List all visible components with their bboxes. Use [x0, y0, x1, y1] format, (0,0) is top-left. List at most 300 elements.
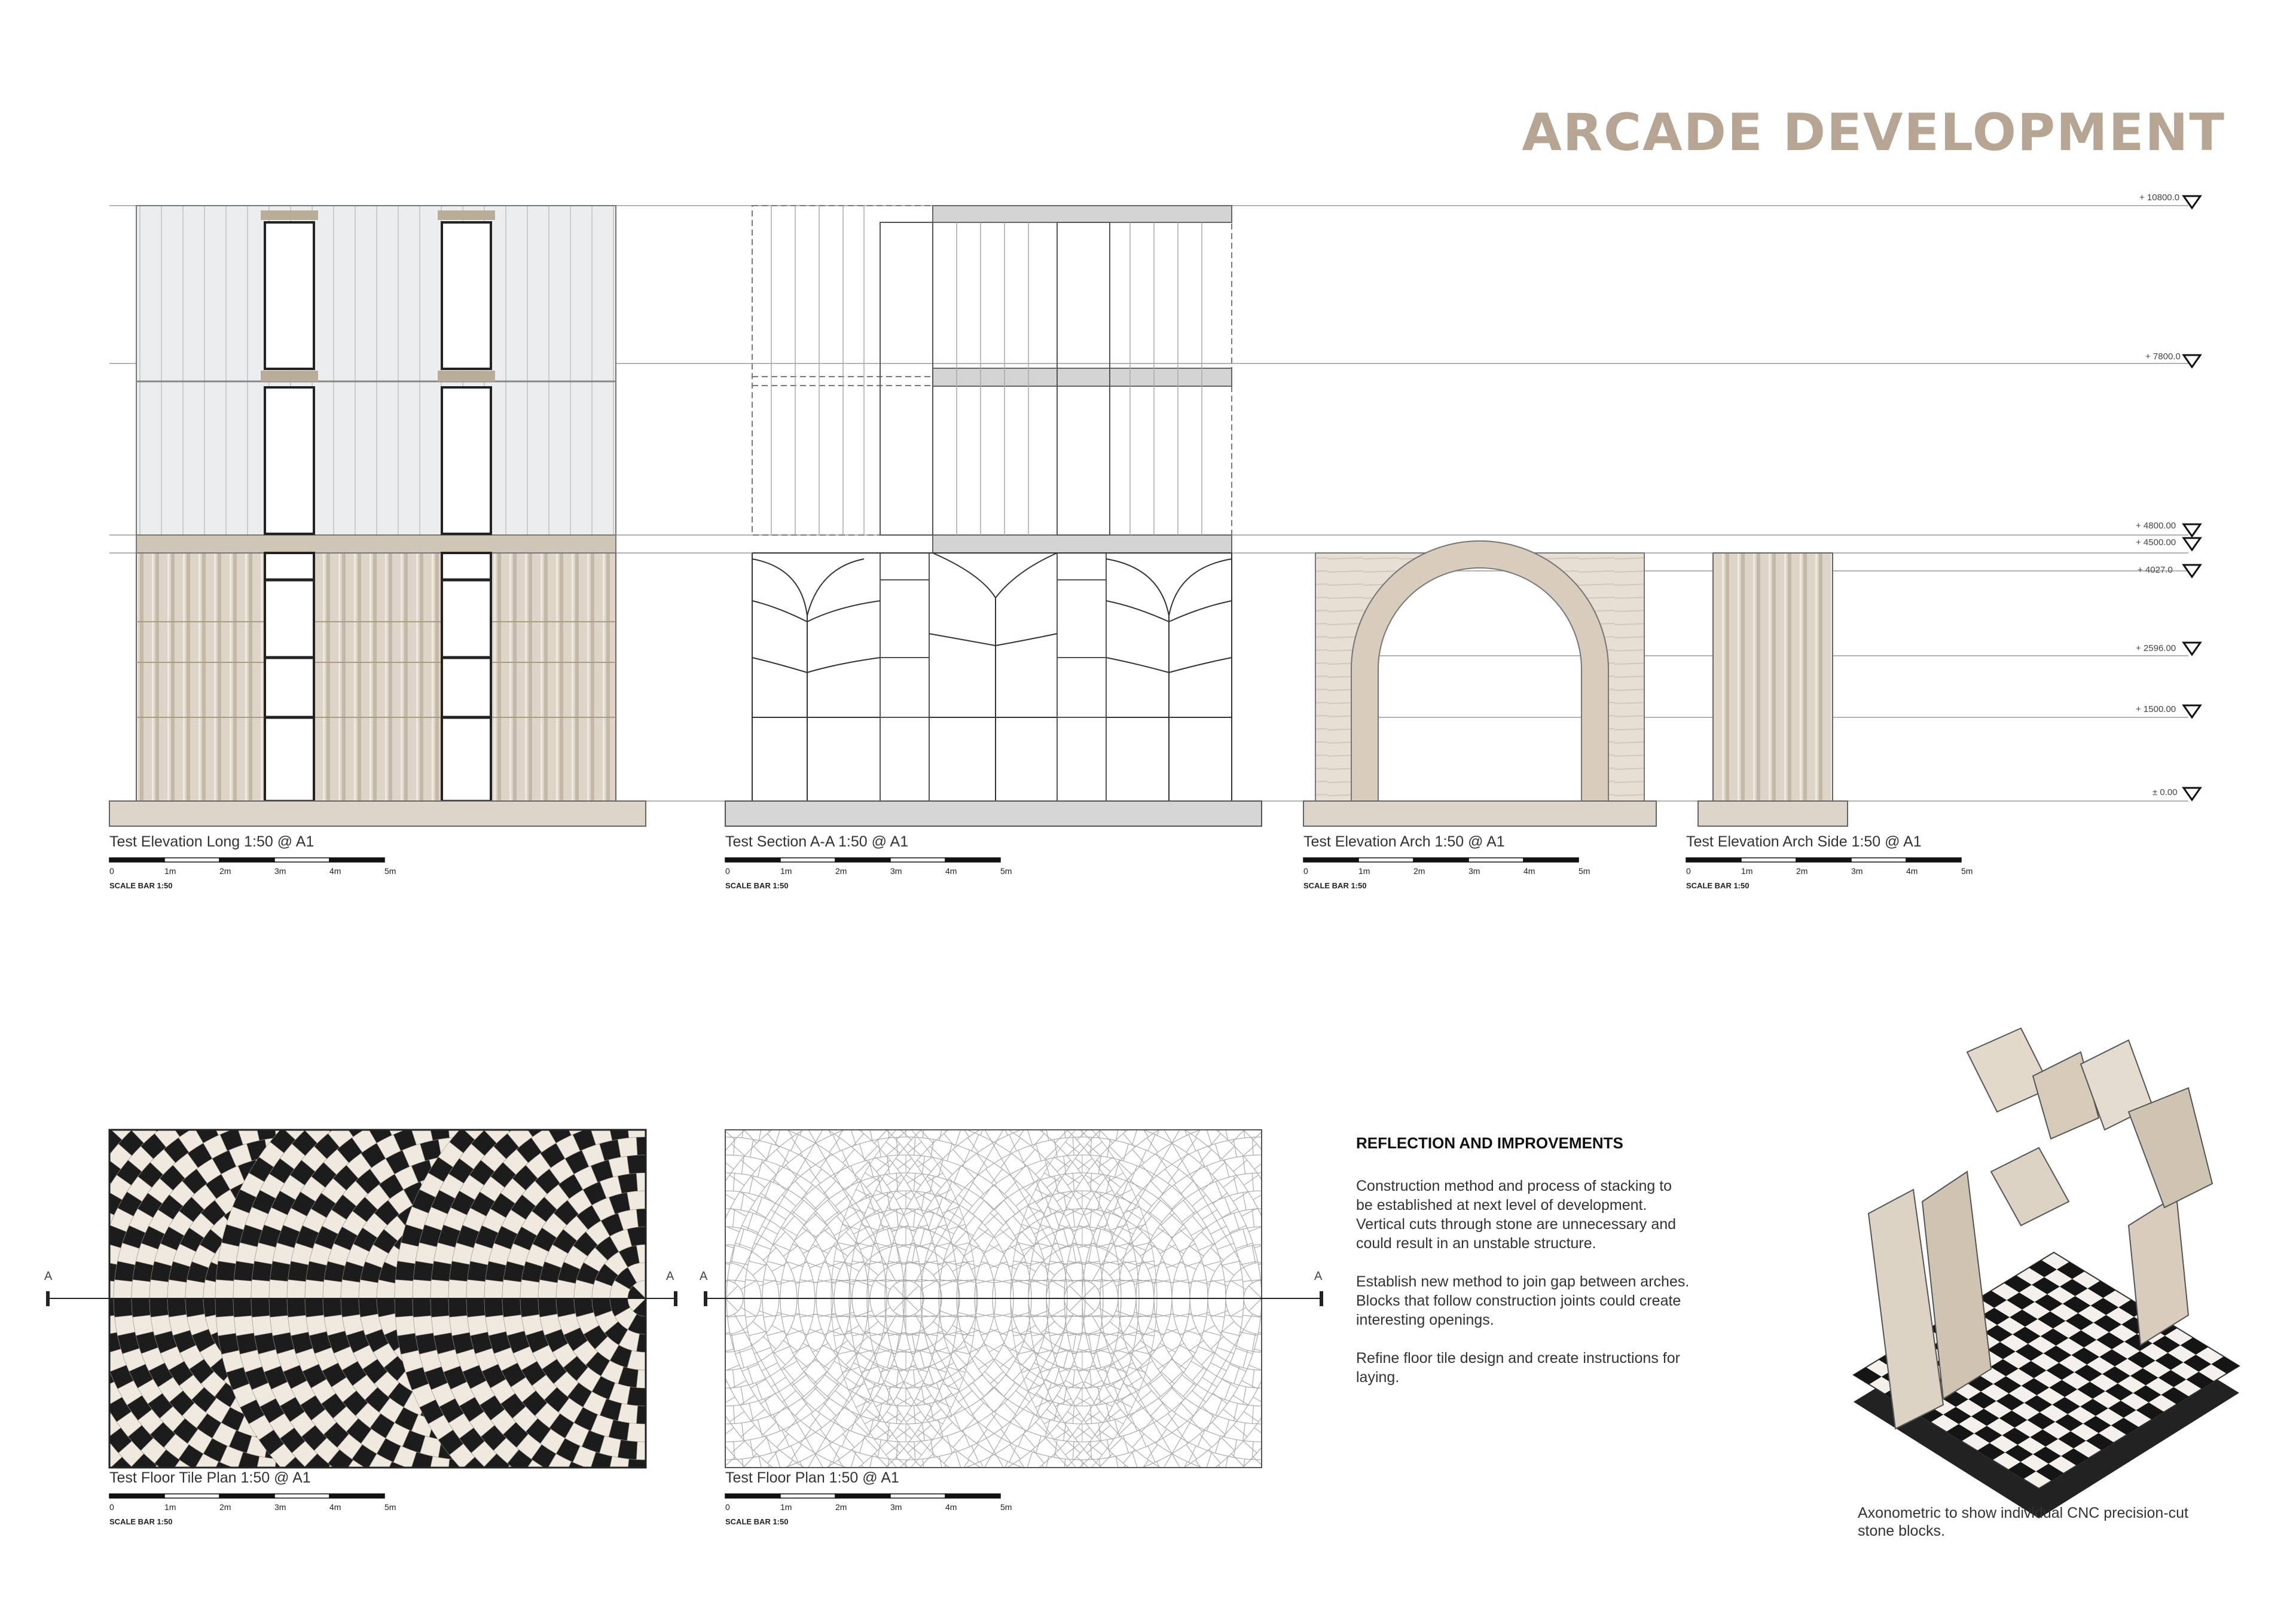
floor-tile-outline	[1151, 1059, 1174, 1081]
floor-tile-outline	[1187, 1521, 1210, 1543]
floor-tile-outline	[1309, 1243, 1330, 1264]
floor-tile	[45, 1144, 68, 1166]
floor-tile	[689, 1350, 712, 1373]
floor-tile	[54, 1526, 75, 1546]
floor-tile-outline	[1162, 1080, 1186, 1104]
floor-tile	[29, 1423, 53, 1447]
floor-tile-outline	[1091, 1065, 1110, 1084]
floor-tile	[645, 1280, 664, 1298]
floor-tile	[555, 1477, 578, 1500]
floor-tile-outline	[1129, 1475, 1154, 1500]
floor-tile-outline	[1391, 1409, 1416, 1434]
floor-tile-outline	[679, 1103, 700, 1124]
floor-tile	[91, 1314, 109, 1334]
floor-tile	[0, 1345, 20, 1369]
floor-tile	[484, 1280, 503, 1298]
floor-tile-outline	[1171, 1096, 1194, 1120]
floor-tile-outline	[1017, 1505, 1039, 1527]
floor-tile-outline	[1190, 1096, 1215, 1121]
floor-tile	[529, 1485, 554, 1509]
floor-tile-outline	[1206, 1086, 1228, 1108]
floor-tile	[42, 1298, 60, 1317]
floor-tile	[11, 1119, 35, 1143]
floor-tile	[22, 1398, 47, 1423]
floor-tile	[40, 1367, 65, 1392]
floor-tile	[45, 1107, 67, 1129]
floor-tile-outline	[793, 1096, 816, 1120]
floor-tile	[63, 1243, 84, 1264]
floor-tile	[78, 1280, 96, 1298]
floor-tile	[81, 1512, 101, 1531]
floor-tile-outline	[1309, 1407, 1333, 1431]
floor-tile	[234, 1316, 254, 1336]
floor-tile-outline	[1292, 1383, 1316, 1407]
floor-tile-outline	[1351, 1444, 1376, 1469]
floor-tile-outline	[1338, 1493, 1362, 1516]
floor-tile	[270, 1261, 290, 1282]
floor-tile-outline	[1243, 1047, 1262, 1066]
floor-tile	[420, 1067, 441, 1087]
floor-tile	[17, 1371, 42, 1396]
floor-tile-outline	[643, 1328, 667, 1351]
floor-tile	[232, 1107, 257, 1132]
floor-tile-outline	[1292, 1376, 1315, 1399]
floor-tile-outline	[694, 1332, 715, 1354]
floor-tile	[18, 1515, 41, 1538]
floor-tile-outline	[914, 1101, 934, 1121]
floor-tile	[715, 1059, 737, 1081]
floor-tile-outline	[1000, 1074, 1022, 1097]
floor-tile-outline	[647, 1190, 671, 1214]
floor-tile	[535, 1059, 558, 1081]
floor-tile	[78, 1383, 102, 1407]
floor-tile	[378, 1065, 402, 1089]
floor-tile-outline	[679, 1473, 700, 1494]
floor-tile	[411, 1086, 432, 1108]
floor-tile	[151, 1081, 176, 1105]
floor-tile-outline	[569, 1091, 594, 1116]
floor-tile	[661, 1298, 682, 1316]
floor-tile	[0, 1298, 3, 1317]
floor-tile	[54, 1414, 77, 1437]
floor-tile	[149, 1298, 169, 1317]
floor-tile-outline	[1190, 1475, 1215, 1500]
floor-tile-outline	[823, 1074, 846, 1097]
floor-tile	[283, 1065, 302, 1083]
floor-tile-outline	[1073, 1101, 1091, 1119]
floor-tile	[612, 1102, 637, 1127]
floor-tile-outline	[1301, 1182, 1324, 1206]
floor-tile	[678, 1160, 700, 1182]
floor-tile-outline	[578, 1107, 603, 1132]
floor-tile	[22, 1313, 44, 1335]
floor-tile-outline	[1330, 1515, 1353, 1538]
floor-tile	[572, 1054, 594, 1076]
floor-tile	[466, 1298, 485, 1317]
floor-tile	[513, 1475, 538, 1500]
floor-tile	[67, 1399, 91, 1424]
floor-tile-outline	[1413, 1411, 1438, 1436]
floor-tile-outline	[656, 1367, 680, 1392]
floor-tile-outline	[689, 1345, 712, 1368]
floor-tile	[411, 1489, 432, 1511]
floor-tile	[228, 1107, 251, 1129]
floor-tile	[19, 1096, 42, 1120]
floor-tile	[655, 1307, 677, 1329]
floor-tile	[671, 1436, 692, 1457]
floor-tile-outline	[1294, 1316, 1314, 1336]
floor-tile-outline	[1278, 1456, 1299, 1477]
floor-tile-outline	[618, 1469, 642, 1493]
floor-tile	[646, 1286, 664, 1298]
floor-tile-outline	[1269, 1209, 1290, 1230]
floor-tile	[54, 1123, 76, 1145]
floor-tile	[265, 1101, 285, 1121]
floor-tile-outline	[1145, 1485, 1170, 1509]
floor-tile	[74, 1345, 96, 1368]
floor-tile	[420, 1103, 441, 1124]
floor-tile-outline	[584, 1081, 609, 1105]
floor-tile	[50, 1352, 74, 1376]
floor-tile	[210, 1072, 235, 1097]
floor-tile-outline	[868, 1084, 889, 1104]
floor-tile	[241, 1091, 266, 1116]
floor-tile-outline	[1262, 1387, 1280, 1406]
floor-tile-outline	[896, 1101, 915, 1119]
floor-tile-outline	[625, 1493, 649, 1516]
floor-tile	[135, 1067, 156, 1087]
floor-tile-outline	[768, 1107, 790, 1129]
floor-tile	[420, 1473, 441, 1494]
floor-tile-outline	[1091, 1101, 1110, 1121]
floor-tile-outline	[1027, 1489, 1048, 1511]
floor-tile	[72, 1420, 93, 1441]
floor-tile-outline	[989, 1469, 1013, 1493]
floor-tile	[65, 1213, 87, 1236]
floor-tile	[96, 1261, 117, 1282]
floor-tile-outline	[758, 1107, 783, 1132]
floor-tile	[305, 1298, 324, 1317]
floor-tile	[100, 1101, 118, 1119]
floor-tile-outline	[688, 1084, 708, 1104]
floor-tile	[72, 1456, 93, 1477]
floor-tile-outline	[940, 1086, 961, 1108]
floor-tile	[413, 1298, 431, 1317]
floor-tile	[413, 1316, 433, 1336]
floor-tile	[502, 1298, 521, 1317]
floor-tile-outline	[1179, 1074, 1202, 1097]
floor-tile	[37, 1341, 62, 1365]
floor-tile-outline	[1297, 1280, 1315, 1298]
floor-tile-outline	[780, 1072, 805, 1097]
floor-tile	[78, 1316, 99, 1336]
floor-tile-outline	[966, 1088, 990, 1112]
floor-tile-outline	[680, 1173, 704, 1197]
floor-tile	[341, 1298, 360, 1317]
floor-tile-outline	[1262, 1495, 1280, 1514]
floor-tile	[680, 1489, 701, 1511]
floor-tile-outline	[797, 1065, 821, 1089]
floor-tile	[429, 1493, 449, 1513]
floor-tile	[420, 1509, 441, 1530]
floor-tile	[48, 1224, 71, 1246]
floor-tile	[697, 1484, 719, 1506]
floor-tile-outline	[1264, 1174, 1289, 1199]
floor-tile-outline	[1318, 1423, 1342, 1447]
floor-tile	[504, 1491, 529, 1515]
floor-tile	[81, 1173, 101, 1194]
floor-tile	[457, 1065, 475, 1083]
floor-tile-outline	[1197, 1107, 1219, 1129]
floor-tile	[193, 1080, 217, 1104]
floor-tile	[85, 1225, 108, 1248]
floor-tile-outline	[1286, 1350, 1308, 1372]
floor-tile	[694, 1232, 718, 1257]
floor-tile	[20, 1438, 44, 1462]
floor-tile	[410, 1491, 435, 1515]
floor-tile	[65, 1361, 87, 1384]
floor-tile	[627, 1083, 646, 1102]
floor-tile	[269, 1298, 288, 1317]
floor-tile	[722, 1080, 746, 1104]
floor-tile-outline	[1159, 1080, 1183, 1104]
floor-tile	[0, 1181, 11, 1206]
floor-tile	[676, 1243, 697, 1264]
floor-tile-outline	[688, 1048, 707, 1068]
floor-tile-outline	[1091, 1102, 1116, 1127]
floor-tile-outline	[697, 1137, 717, 1157]
floor-tile-outline	[1287, 1067, 1308, 1087]
floor-tile-outline	[661, 1430, 684, 1453]
floor-tile	[185, 1298, 204, 1317]
floor-tile	[193, 1104, 217, 1127]
elevation-arch-drawing	[1303, 541, 1656, 826]
floor-tile	[646, 1531, 664, 1549]
floor-tile	[246, 1103, 267, 1124]
floor-tile	[0, 1444, 20, 1469]
floor-tile	[375, 1059, 398, 1081]
floor-tile	[673, 1311, 697, 1333]
floor-tile-outline	[1125, 1070, 1147, 1092]
floor-tile-outline	[923, 1084, 944, 1104]
floor-tile-outline	[652, 1484, 674, 1506]
floor-tile-outline	[1013, 1096, 1039, 1121]
floor-tile	[237, 1050, 258, 1071]
floor-tile	[535, 1515, 558, 1538]
floor-tile	[698, 1298, 718, 1317]
floor-tile	[68, 1322, 91, 1345]
floor-tile-outline	[707, 1350, 725, 1370]
floor-tile	[54, 1086, 75, 1108]
floor-tile-outline	[1174, 1088, 1199, 1112]
floor-tile-outline	[832, 1054, 854, 1076]
floor-tile-outline	[1170, 1059, 1193, 1081]
floor-tile-outline	[1297, 1298, 1315, 1317]
floor-tile	[598, 1091, 623, 1116]
floor-tile-outline	[554, 1469, 580, 1494]
floor-tile-outline	[1279, 1298, 1297, 1317]
floor-tile-outline	[661, 1350, 683, 1373]
floor-tile	[646, 1350, 664, 1370]
floor-tile-outline	[1357, 1419, 1382, 1444]
floor-tile-outline	[1305, 1505, 1326, 1527]
floor-tile	[694, 1341, 718, 1365]
floor-tile	[534, 1096, 557, 1120]
floor-tile	[484, 1493, 504, 1513]
floor-tile	[768, 1107, 793, 1132]
floor-tile	[345, 1054, 367, 1076]
floor-tile-outline	[1082, 1531, 1101, 1549]
floor-tile	[457, 1478, 475, 1496]
floor-tile-outline	[655, 1316, 675, 1335]
floor-tile-outline	[1388, 1438, 1413, 1463]
floor-tile	[219, 1054, 241, 1076]
floor-tile	[310, 1091, 335, 1116]
floor-tile-outline	[973, 1065, 997, 1089]
floor-tile-outline	[1134, 1521, 1156, 1543]
floor-tile	[274, 1047, 293, 1066]
floor-tile	[185, 1280, 204, 1298]
floor-tile	[1, 1065, 25, 1089]
floor-tile	[475, 1476, 494, 1496]
floor-tile	[692, 1312, 715, 1334]
floor-tile	[670, 1224, 692, 1246]
floor-tile	[680, 1086, 701, 1108]
floor-tile-outline	[1297, 1352, 1321, 1376]
floor-tile	[654, 1439, 674, 1459]
floor-tile-outline	[1027, 1086, 1048, 1108]
floor-tile	[416, 1107, 441, 1132]
floor-tile-outline	[1188, 1090, 1211, 1113]
floor-tile	[161, 1054, 184, 1076]
floor-tile	[753, 1096, 778, 1121]
floor-tile-outline	[1120, 1081, 1145, 1105]
floor-tile	[63, 1333, 84, 1355]
floor-tile	[401, 1096, 426, 1121]
floor-tile	[646, 1423, 664, 1442]
floor-tile-outline	[688, 1529, 707, 1549]
floor-tile	[466, 1495, 485, 1514]
floor-tile	[731, 1065, 755, 1089]
floor-tile-outline	[1262, 1155, 1280, 1174]
floor-tile	[660, 1345, 682, 1368]
floor-tile	[509, 1107, 531, 1129]
floor-tile	[218, 1333, 239, 1354]
floor-tile-outline	[1183, 1500, 1208, 1525]
floor-tile-outline	[698, 1367, 718, 1387]
floor-tile-outline	[593, 1475, 618, 1500]
floor-tile	[663, 1529, 683, 1549]
floor-tile-outline	[1036, 1067, 1057, 1087]
floor-tile	[359, 1104, 383, 1127]
floor-tile-outline	[700, 1398, 724, 1423]
floor-tile-outline	[1116, 1489, 1138, 1511]
floor-tile	[704, 1462, 728, 1485]
floor-tile	[618, 1439, 637, 1459]
floor-tile	[319, 1103, 340, 1124]
floor-tile	[704, 1112, 728, 1135]
floor-tile	[689, 1505, 710, 1527]
floor-tile	[618, 1512, 637, 1531]
floor-tile	[81, 1137, 101, 1157]
floor-tile	[448, 1531, 466, 1549]
floor-tile	[359, 1280, 378, 1298]
floor-tile-outline	[1165, 1104, 1190, 1127]
floor-tile-outline	[1091, 1469, 1116, 1494]
floor-tile	[63, 1139, 85, 1161]
floor-tile	[167, 1298, 187, 1317]
floor-tile	[38, 1407, 62, 1431]
floor-tile	[283, 1101, 302, 1119]
floor-tile	[526, 1074, 549, 1097]
floor-tile-outline	[1312, 1484, 1335, 1506]
floor-tile	[96, 1298, 114, 1317]
floor-tile-outline	[991, 1096, 1015, 1120]
floor-tile-outline	[1277, 1383, 1299, 1404]
floor-tile-outline	[1136, 1500, 1161, 1525]
floor-tile-outline	[716, 1065, 734, 1083]
floor-tile-outline	[975, 1469, 999, 1493]
floor-tile-outline	[1320, 1112, 1344, 1135]
floor-tile	[509, 1070, 531, 1092]
floor-tile-outline	[1064, 1495, 1082, 1514]
floor-tile	[425, 1481, 450, 1506]
floor-tile	[127, 1084, 147, 1104]
floor-tile-outline	[1108, 1067, 1129, 1087]
floor-tile-outline	[1162, 1493, 1186, 1516]
floor-tile	[20, 1298, 39, 1317]
floor-tile-outline	[1183, 1072, 1208, 1097]
floor-tile-outline	[1370, 1407, 1395, 1432]
floor-tile	[335, 1107, 358, 1129]
floor-tile	[509, 1468, 531, 1490]
floor-tile	[0, 1096, 2, 1121]
floor-tile-outline	[618, 1104, 642, 1127]
floor-tile	[475, 1512, 494, 1531]
floor-tile-outline	[842, 1081, 867, 1105]
floor-tile-outline	[1324, 1398, 1349, 1423]
floor-tile-outline	[1321, 1074, 1344, 1097]
floor-tile-outline	[1120, 1491, 1145, 1515]
floor-tile	[520, 1500, 545, 1525]
floor-tile	[287, 1298, 306, 1317]
floor-tile	[517, 1484, 540, 1506]
floor-tile-outline	[679, 1350, 701, 1372]
floor-tile	[489, 1091, 514, 1116]
floor-tile-outline	[1336, 1454, 1360, 1478]
floor-tile	[56, 1298, 76, 1317]
floor-tile-outline	[1292, 1333, 1312, 1355]
floor-tile	[598, 1481, 623, 1506]
floor-tile-outline	[616, 1508, 640, 1532]
floor-tile-outline	[1378, 1491, 1403, 1515]
floor-tile-outline	[906, 1083, 924, 1102]
floor-tile-outline	[1261, 1298, 1280, 1317]
floor-tile	[255, 1048, 275, 1068]
floor-tile-outline	[1279, 1493, 1299, 1513]
floor-tile	[0, 1407, 1, 1432]
floor-tile	[42, 1316, 62, 1335]
floor-tile	[10, 1080, 33, 1104]
floor-tile-outline	[1167, 1065, 1191, 1089]
floor-tile	[652, 1349, 674, 1372]
floor-tile-outline	[1262, 1423, 1280, 1442]
floor-tile	[492, 1473, 513, 1494]
floor-tile	[546, 1493, 570, 1516]
floor-tile-outline	[1261, 1280, 1280, 1298]
floor-tile	[325, 1081, 350, 1105]
floor-tile	[81, 1403, 101, 1423]
